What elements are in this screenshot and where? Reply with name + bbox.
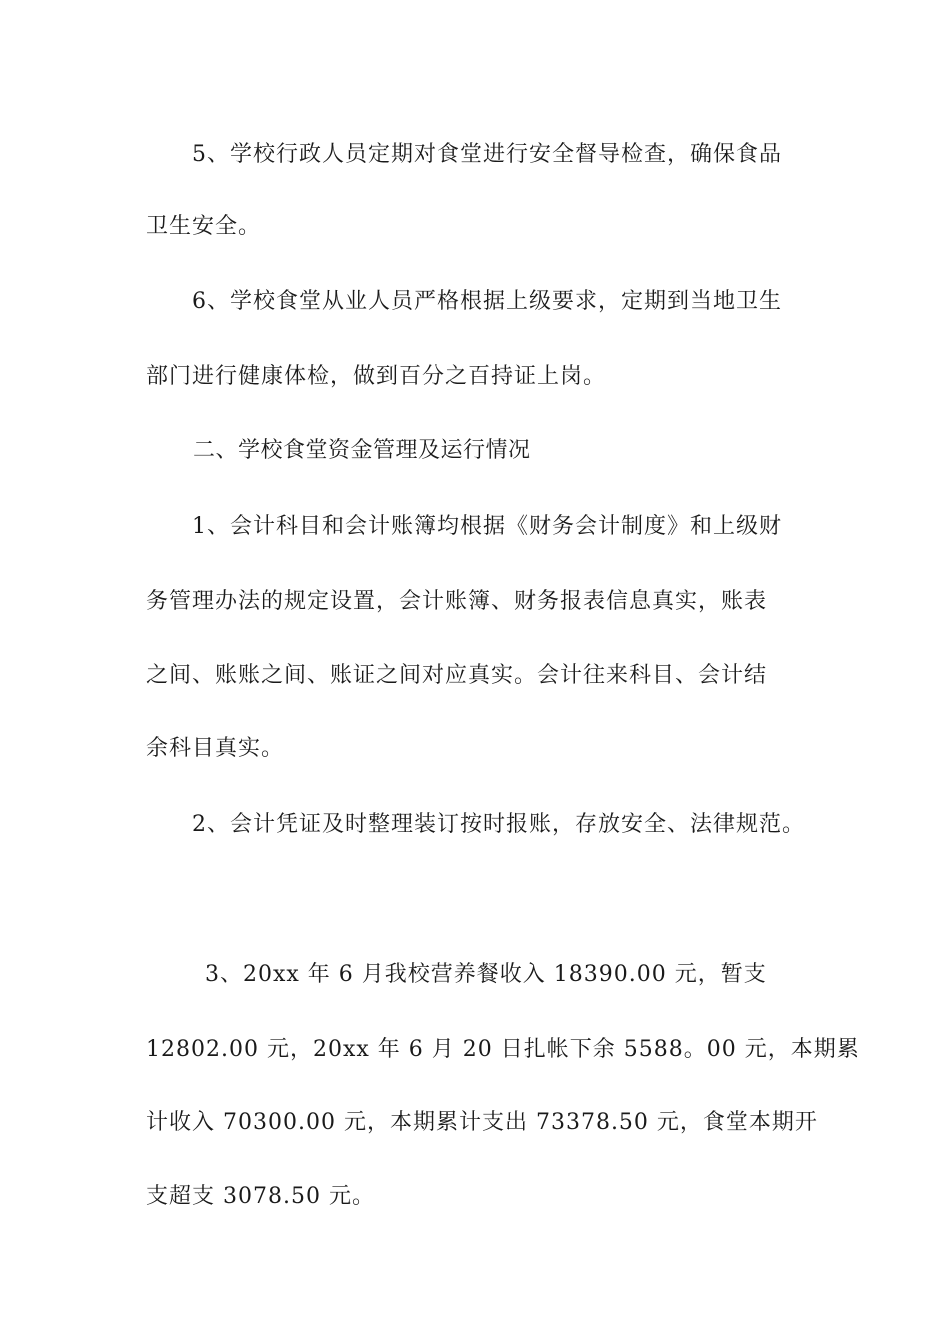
fin1-line2: 务管理办法的规定设置，会计账簿、财务报表信息真实，账表: [146, 589, 768, 614]
section-heading: 二、学校食堂资金管理及运行情况: [193, 438, 531, 463]
item5-line2: 卫生安全。: [146, 214, 262, 239]
fin3-line1: 3、20xx 年 6 月我校营养餐收入 18390.00 元，暂支: [205, 962, 767, 987]
item5-line1: 5、学校行政人员定期对食堂进行安全督导检查，确保食品: [192, 142, 782, 167]
fin1-line1: 1、会计科目和会计账簿均根据《财务会计制度》和上级财: [192, 514, 782, 539]
fin1-line4: 余科目真实。: [146, 736, 285, 761]
item6-line2: 部门进行健康体检，做到百分之百持证上岗。: [146, 364, 607, 389]
fin2-line1: 2、会计凭证及时整理装订按时报账，存放安全、法律规范。: [192, 812, 805, 837]
fin1-line3: 之间、账账之间、账证之间对应真实。会计往来科目、会计结: [146, 663, 768, 688]
item6-line1: 6、学校食堂从业人员严格根据上级要求，定期到当地卫生: [192, 289, 782, 314]
fin3-line4: 支超支 3078.50 元。: [146, 1184, 375, 1209]
fin3-line3: 计收入 70300.00 元，本期累计支出 73378.50 元，食堂本期开: [146, 1110, 818, 1135]
fin3-line2: 12802.00 元，20xx 年 6 月 20 日扎帐下余 5588。00 元，本期累: [146, 1037, 860, 1062]
